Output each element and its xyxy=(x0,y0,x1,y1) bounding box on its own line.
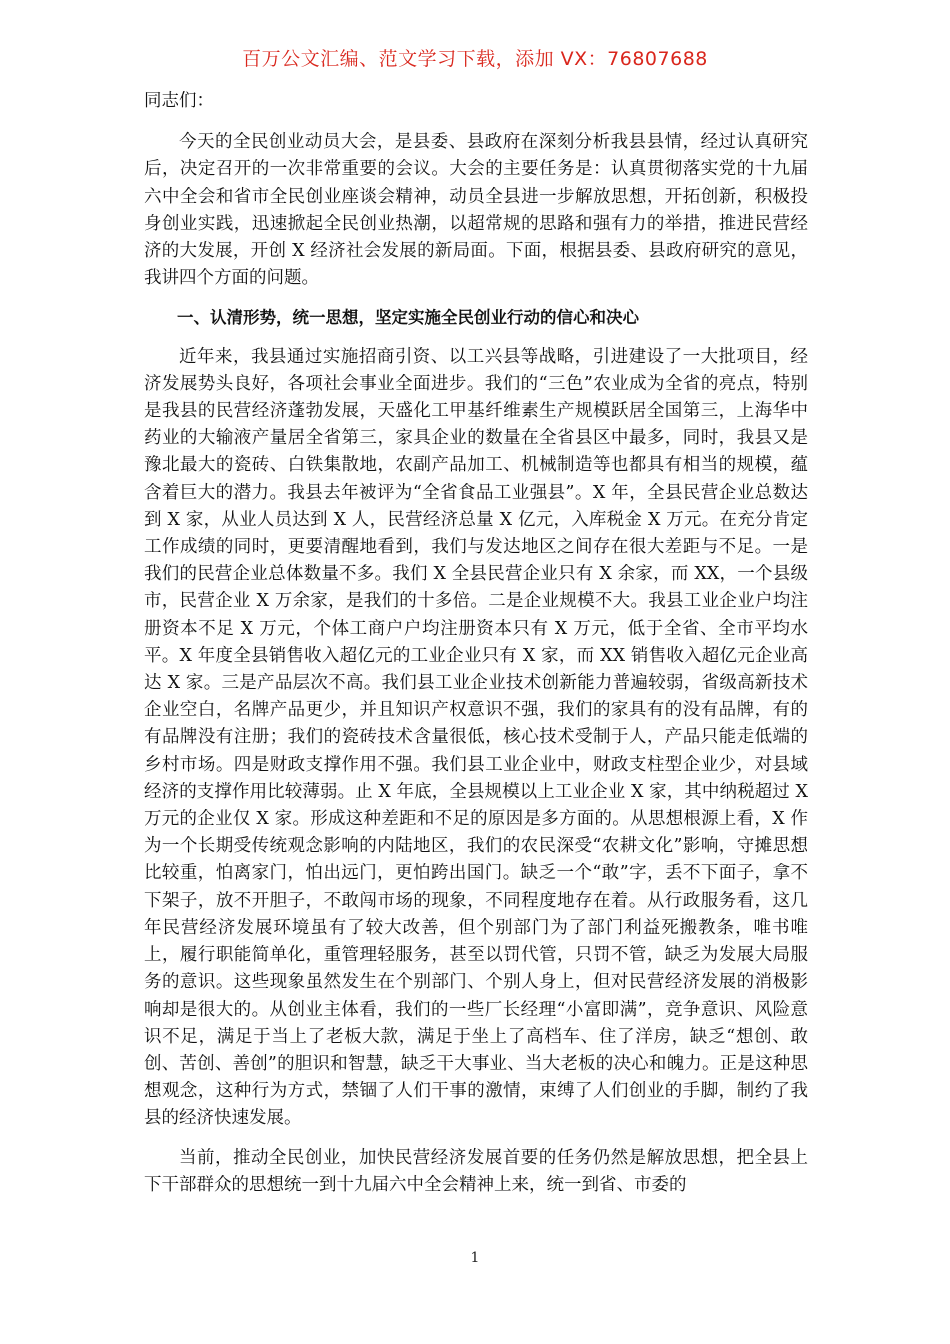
section-heading-1: 一、认清形势，统一思想，坚定实施全民创业行动的信心和决心 xyxy=(177,308,639,328)
body-paragraph-1: 近年来，我县通过实施招商引资、以工兴县等战略，引进建设了一大批项目，经济发展势头良好，各项社会事业全面进步。我们的“三色”农业成为全省的亮点，特别是我县的民营经济蓬勃发展，天盛化工甲基纤维素生产规模跃居全国第三，上海华中药业的大输液产量居全省第三，家具企业的数量在全省县区中最多，同时，我县又是豫北最大的瓷砖、白铁集散地，农副产品加工、机械制造等也都具有相当的规模，蕴含着巨大的潜力。我县去年被评为“全省食品工业强县”。X 年，全县民营企业总数达到 X 家，从业人员达到 X 人，民营经济总量 X 亿元，入库税金 X 万元。在充分肯定工作成绩的同时，更要清醒地看到，我们与发达地区之间存在很大差距与不足。一是我们的民营企业总体数量不多。我们 X 全县民营企业只有 X 余家，而 XX，一个县级市，民营企业 X 万余家，是我们的十多倍。二是企业规模不大。我县工业企业户均注册资本不足 X 万元，个体工商户户均注册资本只有 X 万元，低于全省、全市平均水平。X 年度全县销售收入超亿元的工业企业只有 X 家，而 XX 销售收入超亿元企业高达 X 家。三是产品层次不高。我们县工业企业技术创新能力普遍较弱，省级高新技术企业空白，名牌产品更少，并且知识产权意识不强，我们的家具有的没有品牌，有的有品牌没有注册；我们的瓷砖技术含量很低，核心技术受制于人，产品只能走低端的乡村市场。四是财政支撑作用不强。我们县工业企业中，财政支柱型企业少，对县域经济的支撑作用比较薄弱。止 X 年底，全县规模以上工业企业 X 家，其中纳税超过 X 万元的企业仅 X 家。形成这种差距和不足的原因是多方面的。从思想根源上看，X 作为一个长期受传统观念影响的内陆地区，我们的农民深受“农耕文化”影响，守摊思想比较重，怕离家门，怕出远门，更怕跨出国门。缺乏一个“敢”字，丢不下面子，拿不下架子，放不开胆子，不敢闯市场的现象，不同程度地存在着。从行政服务看，这几年民营经济发展环境虽有了较大改善，但个别部门为了部门利益死搬教条，唯书唯上，履行职能简单化，重管理轻服务，甚至以罚代管，只罚不管，缺乏为发展大局服务的意识。这些现象虽然发生在个别部门、个别人身上，但对民营经济发展的消极影响却是很大的。从创业主体看，我们的一些厂长经理“小富即满”，竞争意识、风险意识不足，满足于当上了老板大款，满足于坐上了高档车、住了洋房，缺乏“想创、敢创、苦创、善创”的胆识和智慧，缺乏干大事业、当大老板的决心和魄力。正是这种思想观念，这种行为方式，禁锢了人们干事的激情，束缚了人们创业的手脚，制约了我县的经济快速发展。 xyxy=(144,346,808,1129)
body-paragraph-2: 当前，推动全民创业，加快民营经济发展首要的任务仍然是解放思想，把全县上下干部群众的思想统一到十九届六中全会精神上来，统一到省、市委的 xyxy=(144,1147,808,1195)
watermark-banner: 百万公文汇编、范文学习下载，添加 VX：76807688 xyxy=(242,48,708,70)
page-number: 1 xyxy=(470,1250,480,1266)
intro-paragraph: 今天的全民创业动员大会，是县委、县政府在深刻分析我县县情，经过认真研究后，决定召开的一次非常重要的会议。大会的主要任务是：认真贯彻落实党的十九届六中全会和省市全民创业座谈会精神，动员全县进一步解放思想，开拓创新，积极投身创业实践，迅速掀起全民创业热潮，以超常规的思路和强有力的举措，推进民营经济的大发展，开创 X 经济社会发展的新局面。下面，根据县委、县政府研究的意见，我讲四个方面的问题。 xyxy=(144,132,808,289)
document-body xyxy=(144,88,808,1211)
salutation: 同志们： xyxy=(144,91,214,111)
